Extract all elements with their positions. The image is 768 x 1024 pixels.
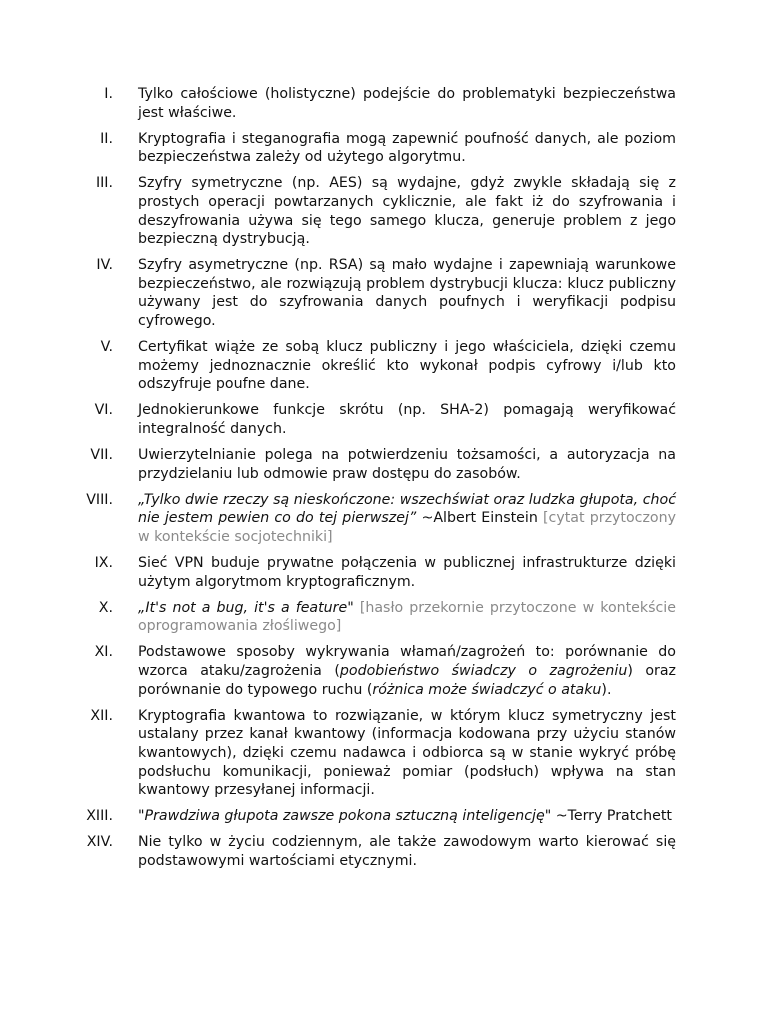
- list-item: [0, 256, 676, 330]
- list-item: [0, 446, 676, 483]
- text-segment: ~Albert Einstein: [416, 510, 543, 527]
- list-item-text: [138, 643, 676, 699]
- list-item-number: VIII.: [86, 491, 113, 508]
- list-item-text: [138, 446, 676, 483]
- list-item: [0, 599, 676, 636]
- text-segment: Sieć VPN buduje prywatne połączenia w publicznej infrastrukturze dzięki użytym algorytmom kryptograficznym.: [138, 555, 676, 590]
- list-item-number: I.: [104, 86, 113, 102]
- text-segment: Szyfry asymetryczne (np. RSA) są mało wydajne i zapewniają warunkowe bezpieczeństwo, ale rozwiązują problem dystrybucji klucza: klucz publiczny używany jest do szyfrowania danych poufnych i weryfikacji podpisu cyfrowego.: [138, 257, 676, 330]
- annotation-note: [cytat przytoczony w kontekście socjotechniki]: [138, 510, 676, 545]
- quote-text: Prawdziwa głupota zawsze pokona sztuczną inteligencję: [144, 808, 545, 825]
- numbered-list: [0, 85, 768, 870]
- list-item: [0, 491, 676, 547]
- list-item: [0, 130, 676, 167]
- list-item-text: [138, 256, 676, 330]
- list-item-text: [138, 85, 676, 122]
- text-segment: ) oraz porównanie do typowego ruchu (: [138, 663, 676, 698]
- list-item-number: XII.: [90, 707, 113, 724]
- list-item-number: X.: [98, 599, 113, 616]
- list-item-text: [138, 807, 676, 826]
- text-segment: Nie tylko w życiu codziennym, ale także zawodowym warto kierować się podstawowymi wartościami etycznymi.: [138, 834, 676, 869]
- list-item-text: [138, 174, 676, 248]
- list-item: [0, 554, 676, 591]
- list-item-text: [138, 491, 676, 547]
- list-item-number: VI.: [94, 402, 113, 419]
- list-item-number: IV.: [96, 257, 113, 274]
- list-item: [0, 643, 676, 699]
- list-item-text: [138, 401, 676, 438]
- text-segment: Uwierzytelnianie polega na potwierdzeniu tożsamości, a autoryzacja na przydzielaniu lub odmowie praw dostępu do zasobów.: [138, 447, 676, 482]
- list-item-number: XI.: [94, 644, 113, 661]
- list-item-text: [138, 130, 676, 167]
- list-item-number: II.: [100, 130, 113, 147]
- list-item-text: [138, 554, 676, 591]
- list-item-text: [138, 707, 676, 800]
- text-segment: Kryptografia kwantowa to rozwiązanie, w którym klucz symetryczny jest ustalany przez kanał kwantowy (informacja kodowana przy użyciu stanów kwantowych), dzięki czemu nadawca i odbiorca są w stanie wykryć próbę podsłuchu komunikacji, ponieważ pomiar (podsłuch) wpływa na stan kwantowy przesyłanej informacji.: [138, 707, 676, 799]
- list-item-number: V.: [100, 339, 113, 356]
- list-item-text: [138, 338, 676, 394]
- list-item-text: [138, 599, 676, 636]
- text-segment: ": [347, 599, 360, 616]
- quote-text: „It's not a bug, it's a feature: [138, 599, 348, 616]
- list-item-number: XIV.: [86, 834, 113, 851]
- list-item-number: VII.: [90, 447, 113, 464]
- list-item-number: XIII.: [86, 808, 113, 825]
- text-segment: Kryptografia i steganografia mogą zapewnić poufność danych, ale poziom bezpieczeństwa zależy od użytego algorytmu.: [138, 130, 676, 166]
- text-segment: Tylko całościowe (holistyczne) podejście do problematyki bezpieczeństwa jest właściwe.: [138, 86, 676, 121]
- list-item: [0, 807, 676, 826]
- quote-text: „Tylko dwie rzeczy są nieskończone: wszechświat oraz ludzka głupota, choć nie jestem pewien co do tej pierwszej”: [138, 491, 676, 527]
- list-item: [0, 833, 676, 870]
- text-segment: Podstawowe sposoby wykrywania włamań/zagrożeń to: porównanie do wzorca ataku/zagrożenia (: [138, 644, 676, 680]
- list-item: [0, 85, 676, 122]
- annotation-note: [hasło przekornie przytoczone w kontekście oprogramowania złośliwego]: [138, 599, 676, 635]
- list-item: [0, 401, 676, 438]
- list-item: [0, 707, 676, 800]
- list-item-text: [138, 833, 676, 870]
- text-segment: ).: [601, 681, 612, 698]
- list-item-number: III.: [95, 175, 113, 192]
- quote-text: podobieństwo świadczy o zagrożeniu: [339, 663, 628, 680]
- list-item-number: IX.: [94, 555, 113, 572]
- text-segment: " ~Terry Pratchett: [544, 808, 672, 825]
- text-segment: Certyfikat wiąże ze sobą klucz publiczny i jego właściciela, dzięki czemu możemy jednoznacznie określić kto wykonał podpis cyfrowy i/lub kto odszyfruje poufne dane.: [138, 339, 676, 393]
- text-segment: ": [138, 808, 145, 825]
- text-segment: Jednokierunkowe funkcje skrótu (np. SHA-2) pomagają weryfikować integralność danych.: [138, 402, 676, 437]
- list-item: [0, 174, 676, 248]
- text-segment: Szyfry symetryczne (np. AES) są wydajne, gdyż zwykle składają się z prostych operacji powtarzanych cyklicznie, ale fakt iż do szyfrowania i deszyfrowania używa się tego samego klucza, generuje problem z jego bezpieczną dystrybucją.: [138, 175, 676, 248]
- list-item: [0, 338, 676, 394]
- quote-text: różnica może świadczyć o ataku: [372, 681, 602, 698]
